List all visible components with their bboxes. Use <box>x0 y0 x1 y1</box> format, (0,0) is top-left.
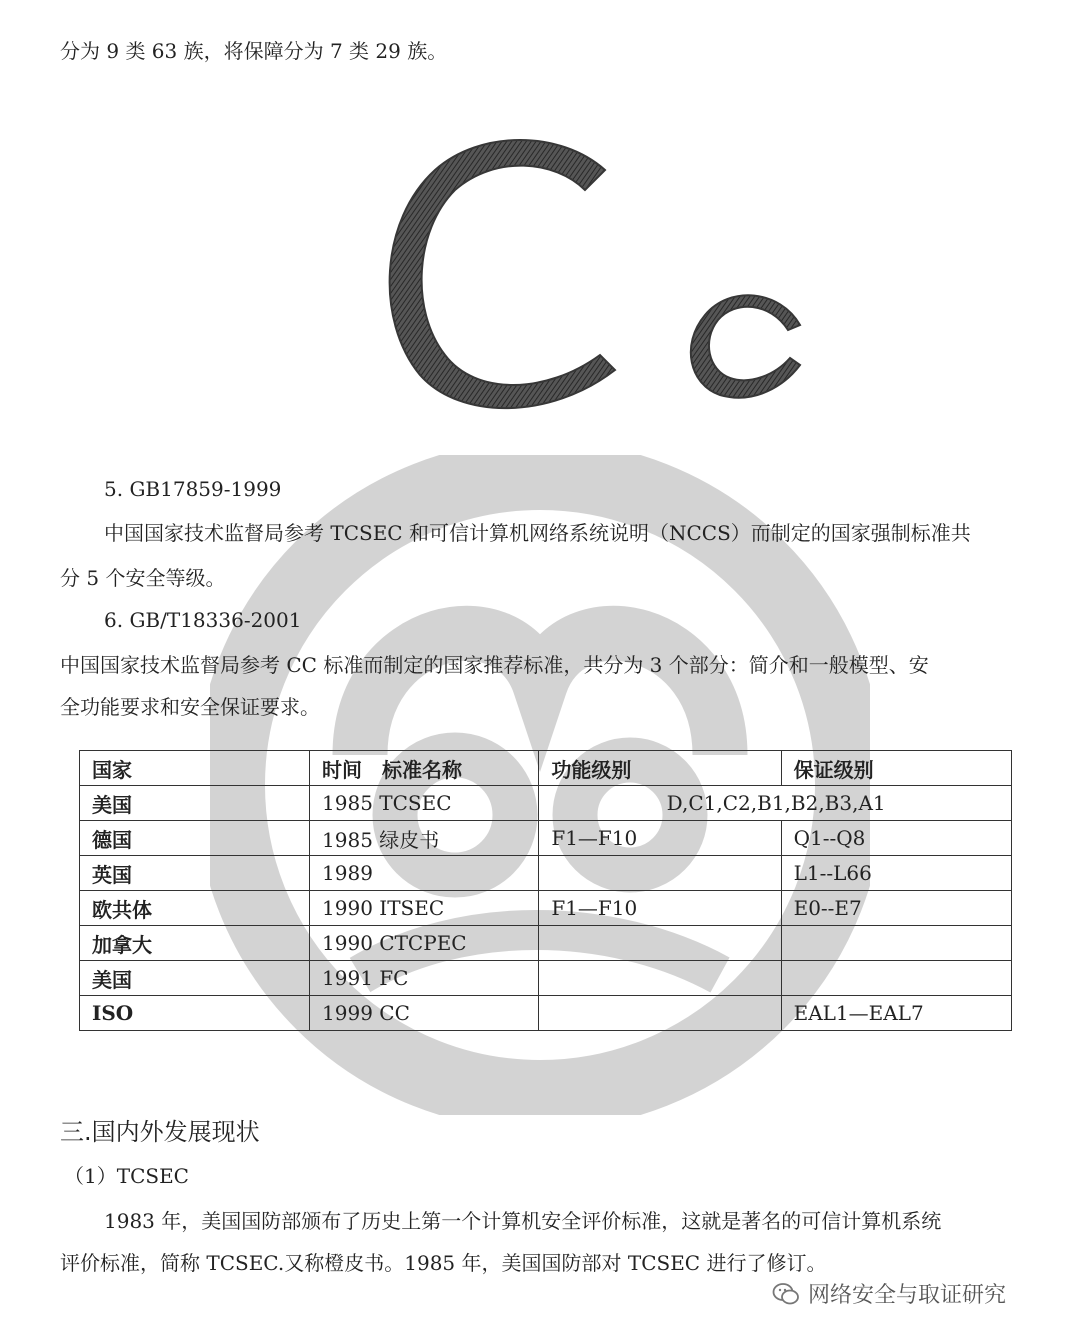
table-row <box>80 821 1012 856</box>
cell-country: 加拿大 <box>80 926 310 961</box>
cell-function: F1—F10 <box>539 821 781 856</box>
cc-logo <box>360 120 830 430</box>
footer-account-name: 网络安全与取证研究 <box>808 1283 1007 1308</box>
cell-country: ISO <box>80 996 310 1031</box>
cell-function: F1—F10 <box>539 891 781 926</box>
table-header-row <box>80 751 1012 786</box>
cell-time-name: 1989 <box>310 856 539 891</box>
cell-time-name: 1999 CC <box>310 996 539 1031</box>
item5-line1: 中国国家技术监督局参考 TCSEC 和可信计算机网络系统说明（NCCS）而制定的国家强制标准共 <box>104 521 971 545</box>
section3-para-line2: 评价标准，简称 TCSEC.又称橙皮书。1985 年，美国国防部对 TCSEC 进行了修订。 <box>60 1251 827 1275</box>
header-assurance-level: 保证级别 <box>781 751 1011 786</box>
table-row <box>80 891 1012 926</box>
cell-function <box>539 961 781 996</box>
item5-heading: 5. GB17859-1999 <box>104 477 282 501</box>
table-row <box>80 996 1012 1031</box>
header-function-level: 功能级别 <box>539 751 781 786</box>
cell-assurance <box>781 961 1011 996</box>
cell-function <box>539 926 781 961</box>
footer-account <box>772 1278 1006 1309</box>
cell-function <box>539 996 781 1031</box>
wechat-icon <box>772 1282 800 1306</box>
cell-assurance <box>781 926 1011 961</box>
cell-time-name: 1990 CTCPEC <box>310 926 539 961</box>
header-country: 国家 <box>80 751 310 786</box>
cell-merged-levels: D,C1,C2,B1,B2,B3,A1 <box>539 786 1012 821</box>
cell-assurance: E0--E7 <box>781 891 1011 926</box>
top-text: 分为 9 类 63 族，将保障分为 7 类 29 族。 <box>60 39 448 63</box>
cell-time-name: 1990 ITSEC <box>310 891 539 926</box>
table-row <box>80 786 1012 821</box>
cell-time-name: 1985 TCSEC <box>310 786 539 821</box>
item5-line2: 分 5 个安全等级。 <box>60 566 226 590</box>
item6-line2: 全功能要求和安全保证要求。 <box>60 695 320 719</box>
cell-time-name: 1985 绿皮书 <box>310 821 539 856</box>
section3-title: 三.国内外发展现状 <box>60 1118 260 1146</box>
cc-logo-graphic <box>360 120 830 430</box>
cell-assurance: Q1--Q8 <box>781 821 1011 856</box>
cell-assurance: L1--L66 <box>781 856 1011 891</box>
table-row <box>80 926 1012 961</box>
table-row <box>80 961 1012 996</box>
cell-country: 美国 <box>80 786 310 821</box>
cell-country: 德国 <box>80 821 310 856</box>
cell-country: 欧共体 <box>80 891 310 926</box>
cell-function <box>539 856 781 891</box>
section3-para-line1: 1983 年，美国国防部颁布了历史上第一个计算机安全评价标准，这就是著名的可信计算机系统 <box>104 1209 942 1233</box>
table-row <box>80 856 1012 891</box>
header-time-name: 时间 标准名称 <box>310 751 539 786</box>
cell-assurance: EAL1—EAL7 <box>781 996 1011 1031</box>
item6-heading: 6. GB/T18336-2001 <box>104 608 302 632</box>
standards-table <box>79 750 1012 1031</box>
cell-country: 英国 <box>80 856 310 891</box>
section3-sub1: （1）TCSEC <box>64 1164 189 1188</box>
item6-line1: 中国国家技术监督局参考 CC 标准而制定的国家推荐标准，共分为 3 个部分：简介和一般模型、安 <box>60 653 929 677</box>
cell-time-name: 1991 FC <box>310 961 539 996</box>
cell-country: 美国 <box>80 961 310 996</box>
